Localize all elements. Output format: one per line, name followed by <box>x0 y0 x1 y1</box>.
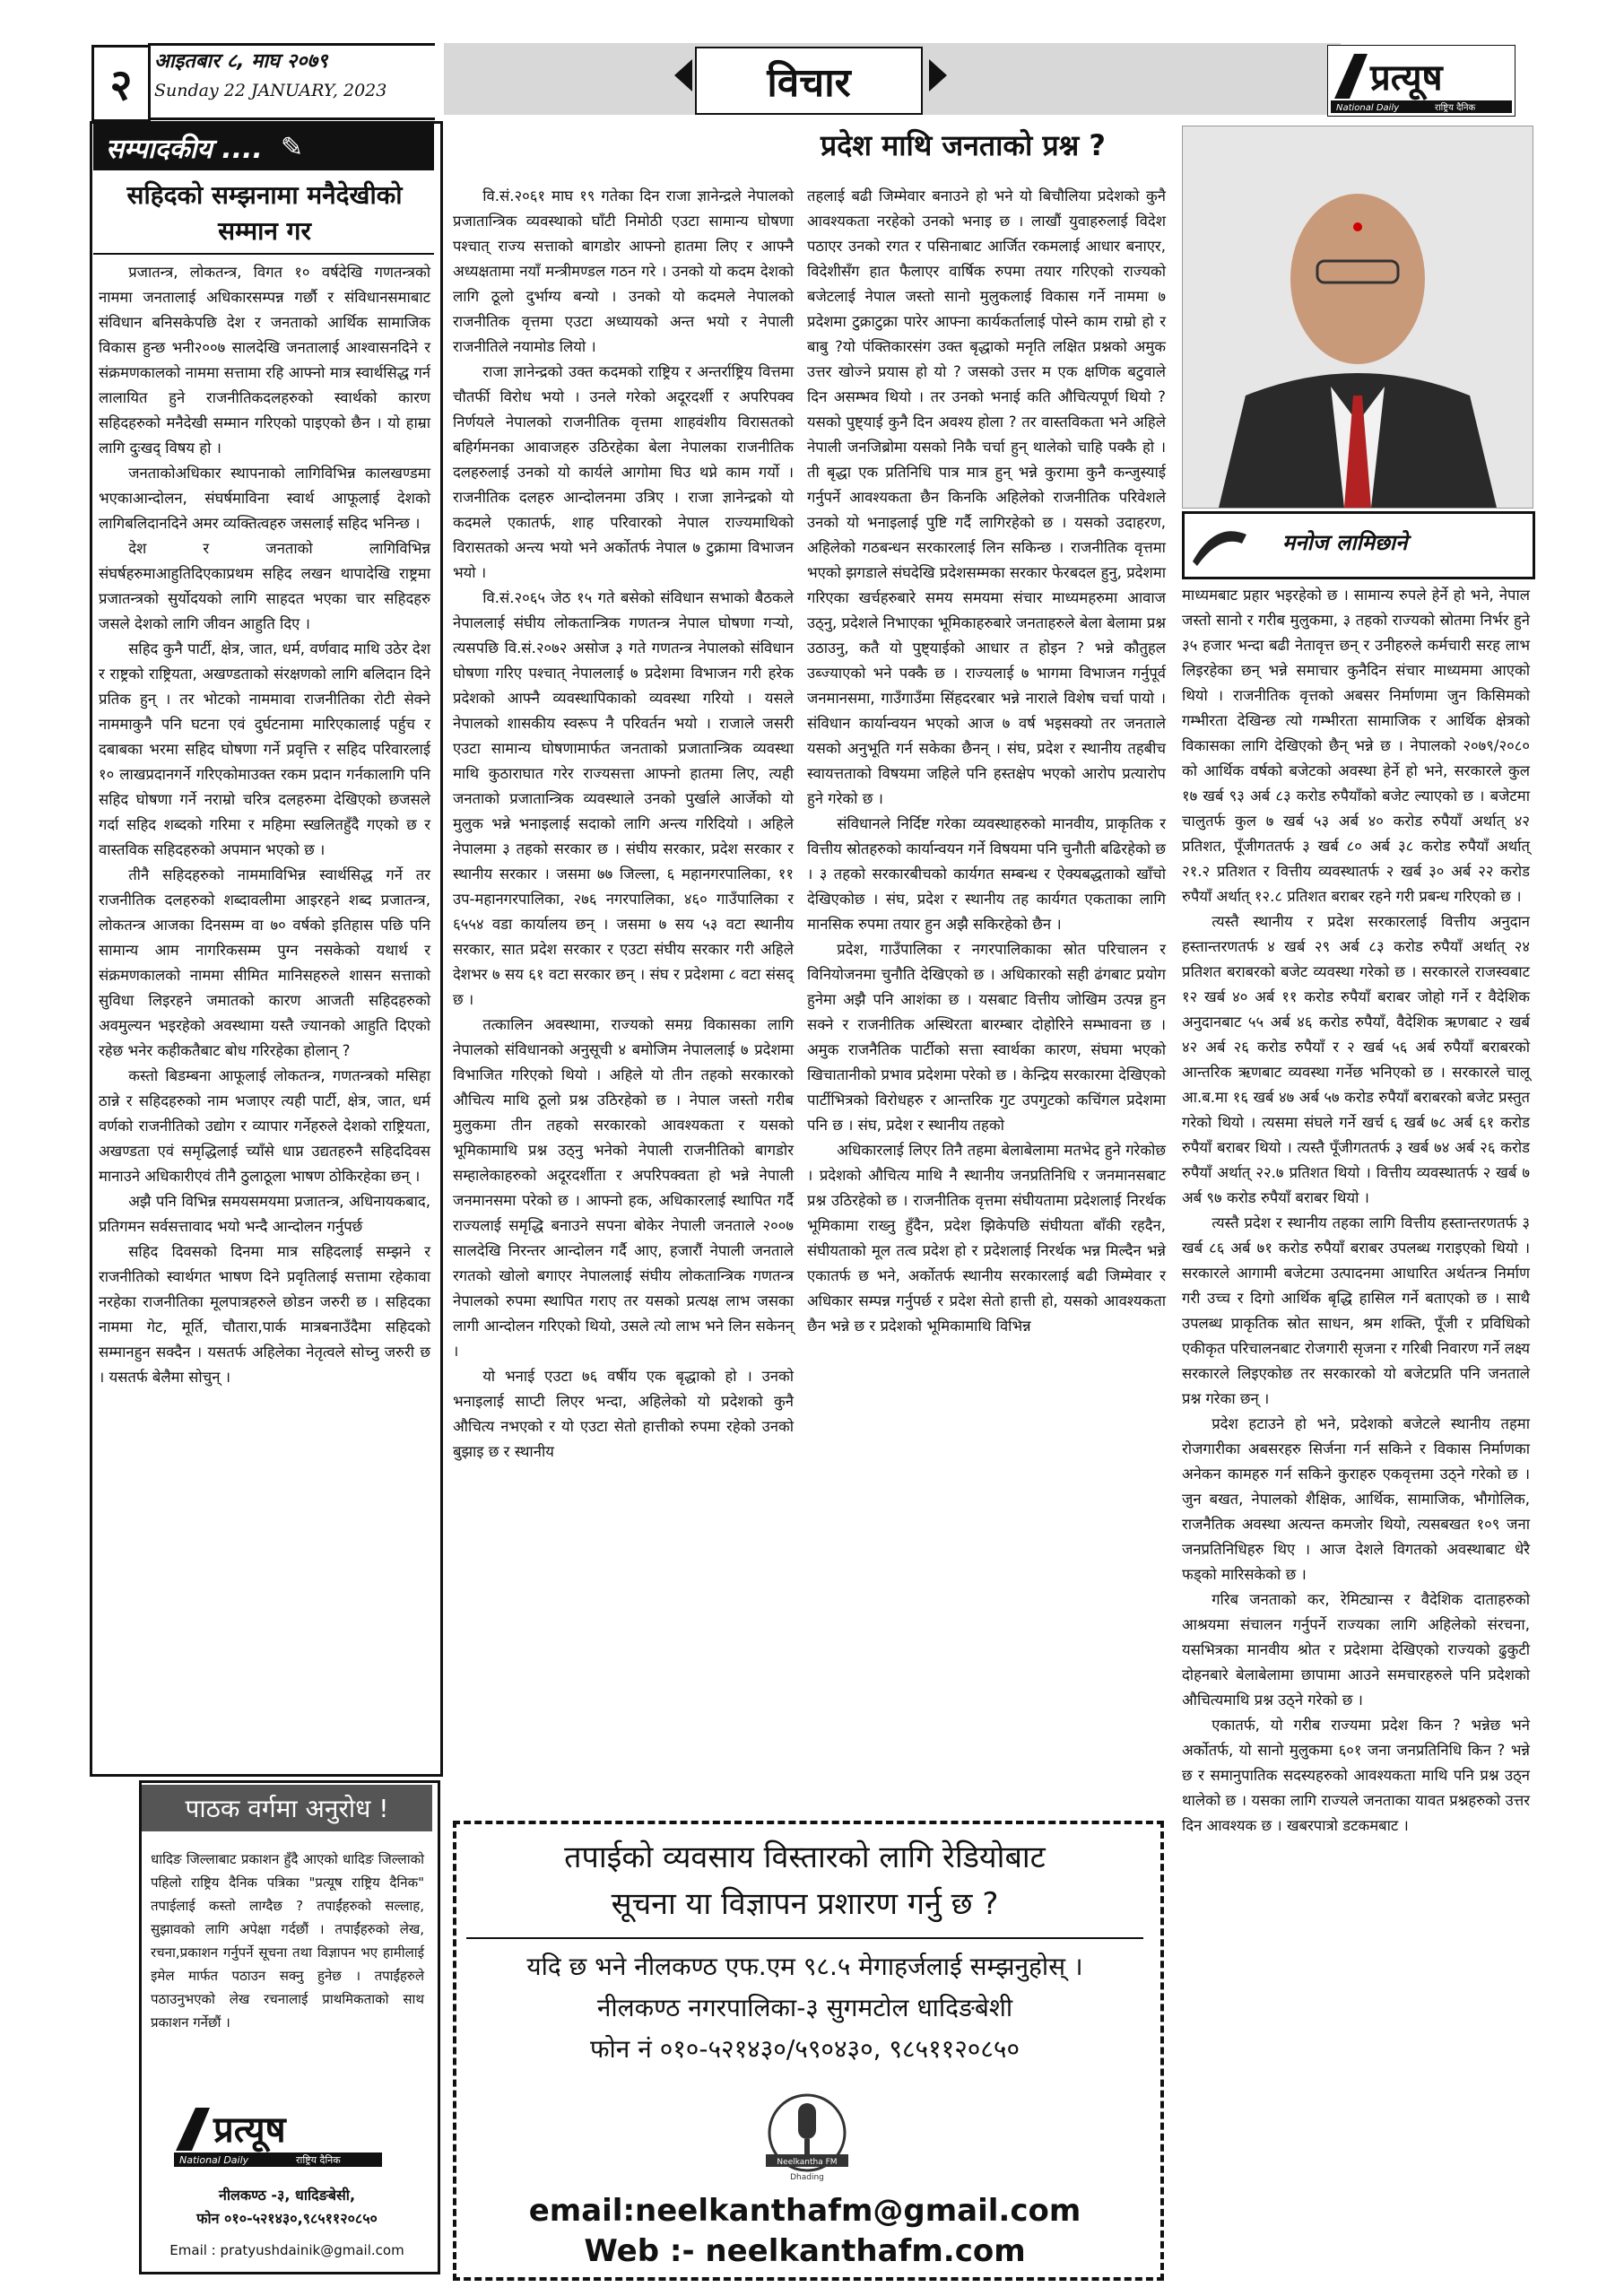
reader-logo <box>170 2099 386 2170</box>
paragraph: राजा ज्ञानेन्द्रको उक्त कदमको राष्ट्रिय र अन्तर्राष्ट्रिय वित्तमा चौतर्फी विरोध भयो । उनले गरेको अदूरदर्शी र अपरिपक्व निर्णयले नेपालको राजनीतिक वृत्तमा शाहवंशीय विरासतको बहिर्गमनका आवाजहरु उठिरहेका बेला नेपालका राजनीतिक दलहरुलाई उनको यो कार्यले आगोमा घिउ थप्ने काम गर्यो । राजनीतिक दलहरु आन्दोलनमा उत्रिए । राजा ज्ञानेन्द्रको यो कदमले एकातर्फ, शाह परिवारको नेपाल राज्यमाथिको विरासतको अन्त्य भयो भने अर्कोतर्फ नेपाल ७ टुक्रामा विभाजन भयो । <box>453 363 794 581</box>
editorial-label-text: सम्पादकीय .... <box>106 133 263 165</box>
paragraph: वि.सं.२०६१ माघ १९ गतेका दिन राजा ज्ञानेन्द्रले नेपालको प्रजातान्त्रिक व्यवस्थाको घाँटी निमोठी एउटा सामान्य घोषणा पश्चात् राज्य सत्ताको बागडोर आफ्नो हातमा लिए र आफ्नै अध्यक्षतामा नयाँ मन्त्रीमण्डल गठन गरे । उनको यो कदम देशको लागि ठूलो दुर्भाग्य बन्यो । उनको यो कदमले नेपालको राजनीतिक वृत्तमा एउटा अध्यायको अन्त भयो र नेपाली राजनीतिले नयामोड लियो । <box>453 187 794 355</box>
ad-line-2: सूचना या विज्ञापन प्रशारण गर्नु छ ? <box>611 1886 999 1922</box>
date-english: Sunday 22 JANUARY, 2023 <box>154 81 387 100</box>
newspaper-logo <box>1327 45 1515 117</box>
radio-logo <box>753 2090 861 2188</box>
ad-line-5: फोन नं ०१०-५२१४३०/५९०४३०, ९८५११२०८५० <box>589 2034 1020 2064</box>
paragraph: जनताकोअधिकार स्थापनाको लागिविभिन्न कालखण्डमा भएकाआन्दोलन, संघर्षमाविना स्वार्थ आफूलाई देशको लागिबलिदानदिने अमर व्यक्तित्वहरु जसलाई सहिद भनिन्छ । <box>99 465 430 532</box>
microphone-icon <box>798 2103 816 2139</box>
arrow-left-icon <box>674 59 692 91</box>
reader-logo-sub-left: National Daily <box>179 2154 249 2166</box>
paragraph: संविधानले निर्दिष्ट गरेका व्यवस्थाहरुको मानवीय, प्राकृतिक र वित्तीय स्रोतहरुको कार्यान्वयन गर्ने विषयमा पनि चुनौती बढिरहेको छ । ३ तहको सरकारबीचको कार्यगत सम्बन्ध र ऐक्यबद्धताको खाँचो देखिएकोछ । संघ, प्रदेश र स्थानीय तह कार्यगत एकताका लागि मानसिक रुपमा तयार हुन अझै सकिरहेको छैन । <box>807 815 1166 933</box>
paragraph: देश र जनताको लागिविभिन्न संघर्षहरुमाआहुतिदिएकाप्रथम सहिद लखन थापादेखि राष्ट्रमा प्रजातन्त्रको सुर्योदयको लागि साहदत भएका चार सहिदहरु जसले देशको लागि जीवन आहुति दिए । <box>99 540 430 632</box>
radio-logo-sub: Dhading <box>790 2173 824 2182</box>
section-title: विचार <box>695 47 923 115</box>
reader-email[interactable]: Email : pratyushdainik@gmail.com <box>169 2242 404 2258</box>
radio-logo-label: Neelkantha FM <box>777 2158 838 2167</box>
date-nepali: आइतबार ८, माघ २०७९ <box>154 50 328 73</box>
logo-sub-right: राष्ट्रिय दैनिक <box>1435 103 1476 113</box>
paragraph: त्यस्तै स्थानीय र प्रदेश सरकारलाई वित्तीय अनुदान हस्तान्तरणतर्फ ४ खर्ब २९ अर्ब ८३ करोड रुपैयाँ अर्थात् २४ प्रतिशत बराबरको बजेट व्यवस्था गरेको छ । सरकारले राजस्वबाट १२ खर्ब ४० अर्ब ११ करोड रुपैयाँ बराबर जोहो गर्ने र वैदेशिक अनुदानबाट ५५ अर्ब ४६ करोड रुपैयाँ, वैदेशिक ऋणबाट २ खर्ब ४२ अर्ब २६ करोड रुपैयाँ र २ खर्ब ५६ अर्ब रुपैयाँ बराबरको आन्तरिक ऋणबाट व्यवस्था गर्नेछ भनिएको छ । सरकारले चालू आ.ब.मा १६ खर्ब ४७ अर्ब ५७ करोड रुपैयाँ बराबरको बजेट प्रस्तुत गरेको थियो । त्यसमा संघले गर्ने खर्च ६ खर्ब ७८ अर्ब ६१ करोड रुपैयाँ बराबर थियो । त्यस्तै पूँजीगततर्फ ३ खर्ब ७४ अर्ब २६ करोड रुपैयाँ अर्थात् २२.७ प्रतिशत थियो । वित्तीय व्यवस्थातर्फ २ खर्ब ७ अर्ब ९७ करोड रुपैयाँ बराबर थियो । <box>1182 913 1530 1206</box>
article-column-2 <box>807 184 1166 1339</box>
paragraph: माध्यमबाट प्रहार भइरहेको छ । सामान्य रुपले हेर्ने हो भने, नेपाल जस्तो सानो र गरीब मुलुकमा, ३ तहको राज्यको स्रोतमा निर्भर हुने ३५ हजार भन्दा बढी नेतावृत्त छन् र उनीहरुले कर्मचारी सरह लाभ लिइरहेका छन् भन्ने समाचार कुनैदिन संचार माध्यममा आएको थियो । राजनीतिक वृत्तको अबसर निर्माणमा जुन किसिमको गम्भीरता देखिन्छ त्यो गम्भीरता सामाजिक र आर्थिक क्षेत्रको विकासका लागि देखिएको छैन् भन्ने छ । नेपालको २०७९/२०८० को आर्थिक वर्षको बजेटको अवस्था हेर्ने हो भने, सरकारले कुल १७ खर्ब ९३ अर्ब ८३ करोड रुपैयाँको बजेट ल्याएको छ । बजेटमा चालुतर्फ कुल ७ खर्ब ५३ अर्ब ४० करोड रुपैयाँ अर्थात् ४२ प्रतिशत, पूँजीगततर्फ ३ खर्ब ८० अर्ब ३८ करोड रुपैयाँ अर्थात् २१.२ प्रतिशत र वित्तीय व्यवस्थातर्फ २ खर्ब ३० अर्ब २२ करोड रुपैयाँ अर्थात् १२.८ प्रतिशत बराबर रहने गरी प्रबन्ध गरिएको छ । <box>1182 587 1530 905</box>
paragraph: तत्कालिन अवस्थामा, राज्यको समग्र विकासका लागि नेपालको संविधानको अनुसूची ४ बमोजिम नेपाललाई ७ प्रदेशमा विभाजित गरिएको थियो । अहिले यो तीन तहको सरकारको औचित्य माथि ठूलो प्रश्न उठिरहेको छ । नेपाल जस्तो गरीब मुलुकमा तीन तहको सरकारको आवश्यकता र यसको भूमिकामाथि प्रश्न उठ्नु भनेको नेपाली राजनीतिको बागडोर सम्हालेकाहरुको अदूरदर्शीता र अपरिपक्वता हो भन्ने नेपाली जनमानसमा परेको छ । आफ्नो हक, अधिकारलाई स्थापित गर्दै राज्यलाई समृद्धि बनाउने सपना बोकेर नेपाली जनताले २००७ सालदेखि निरन्तर आन्दोलन गर्दै आए, हजारौं नेपाली जनताले रगतको खोलो बगाएर नेपाललाई संघीय लोकतान्त्रिक गणतन्त्र नेपालको रुपमा स्थापित गराए तर यसको प्रत्यक्ष लाभ जसका लागी आन्दोलन गरिएको थियो, उसले त्यो लाभ भने लिन सकेनन् । <box>453 1016 794 1360</box>
paragraph: एकातर्फ, यो गरीब राज्यमा प्रदेश किन ? भन्नेछ भने अर्कोतर्फ, यो सानो मुलुकमा ६०१ जना जनप्रतिनिधि किन ? भन्ने छ र समानुपातिक सदस्यहरुको आवश्यकता माथि पनि प्रश्न उठ्न थालेको छ । यसका लागि राज्यले जनताका यावत प्रश्नहरुको उत्तर दिन आवश्यक छ । खबरपात्रो डटकमबाट । <box>1182 1717 1530 1834</box>
article-title: प्रदेश माथि जनताको प्रश्न ? <box>821 128 1106 162</box>
paragraph: सहिद दिवसको दिनमा मात्र सहिदलाई सम्झने र राजनीतिको स्वार्थगत भाषण दिने प्रवृतिलाई सत्तामा रहेकावा नरहेका राजनीतिका मूलपात्रहरुले छोडन जरुरी छ । सहिदका नाममा गेट, मूर्ति, चौतारा,पार्क मात्रबनाउँदैमा सहिदको सम्मानहुन सक्दैन । यसतर्फ अहिलेका नेतृत्वले सोच्नु जरुरी छ । यसतर्फ बेलैमा सोचुन् । <box>99 1243 430 1386</box>
reader-logo-sub-right: राष्ट्रिय दैनिक <box>296 2154 341 2166</box>
reader-address <box>142 2184 432 2231</box>
paragraph: यो भनाई एउटा ७६ वर्षीय एक बृद्धाको हो । उनको भनाइलाई साप्टी लिएर भन्दा, अहिलेको यो प्रदेशको कुनै औचित्य नभएको र यो एउटा सेतो हात्तीको रुपमा रहेको उनको बुझाइ छ र स्थानीय <box>453 1368 794 1460</box>
paragraph: प्रदेश, गाउँपालिका र नगरपालिकाका स्रोत परिचालन र विनियोजनमा चुनौति देखिएको छ । अधिकारको सही ढंगबाट प्रयोग हुनेमा अझै पनि आशंका छ । यसबाट वित्तीय जोखिम उत्पन्न हुन सक्ने र राजनीतिक अस्थिरता बारम्बार दोहोरिने सम्भावना छ । अमुक राजनैतिक पार्टीको सत्ता स्वार्थका कारण, संघमा भएको खिचातानीको प्रभाव प्रदेशमा परेको छ । केन्द्रिय सरकारमा देखिएको पार्टीभित्रको विरोधहरु र आन्तरिक गुट उपगुटको कचिंगल प्रदेशमा पनि छ । संघ, प्रदेश र स्थानीय तहको <box>807 941 1166 1134</box>
paragraph: सहिद कुनै पार्टी, क्षेत्र, जात, धर्म, वर्णवाद माथि उठेर देश र राष्ट्रको राष्ट्रियता, अखण्डताको संरक्षणको लागि बलिदान दिने प्रतिक हुन् । तर भोटको नाममावा राजनीतिका रोटी सेक्ने नाममाकुनै पनि घटना एवं दुर्घटनामा मारिएकालाई पर्हुच र दबाबका भरमा सहिद घोषणा गर्ने प्रवृत्ति र सहिद परिवारलाई १० लाखप्रदानगर्ने गरिएकोमाउक्त रकम प्रदान गर्नकालागि पनि सहिद घोषणा गर्ने नराम्रो चरित्र दलहरुमा देखिएको छजसले गर्दा सहिद शब्दको गरिमा र महिमा स्खलितहुँदै गएको छ र वास्तविक सहिदहरुको अपमान भएको छ । <box>99 640 430 858</box>
reader-request-heading: पाठक वर्गमा अनुरोध ! <box>142 1785 432 1831</box>
logo-text: प्रत्यूष <box>1370 57 1443 99</box>
editorial-divider <box>93 253 434 255</box>
ad-line-4: नीलकण्ठ नगरपालिका-३ सुगमटोल धादिङबेशी <box>596 1993 1013 2022</box>
ad-website[interactable]: Web :- neelkanthafm.com <box>584 2233 1026 2269</box>
arrow-right-icon <box>929 59 947 91</box>
page-number: २ <box>91 45 151 122</box>
paragraph: अझै पनि विभिन्न समयसमयमा प्रजातन्त्र, अधिनायकबाद, प्रतिगमन सर्वसत्तावाद भयो भन्दै आन्दोलन गर्नुपर्छ <box>99 1193 430 1235</box>
editorial-label <box>93 124 434 170</box>
editorial-title: सहिदको सम्झनामा मनैदेखीको सम्मान गर <box>126 180 403 246</box>
article-column-1 <box>453 184 794 1465</box>
pen-icon: ✎ <box>280 131 303 163</box>
paragraph: तहलाई बढी जिम्मेवार बनाउने हो भने यो बिचौलिया प्रदेशको कुनै आवश्यकता नरहेको उनको भनाइ छ । लाखौं युवाहरुलाई विदेश पठाएर उनको रगत र पसिनाबाट आर्जित रकमलाई आधार बनाएर, विदेशीसँग हात फैलाएर वार्षिक रुपमा तयार गरिएको राज्यको बजेटलाई नेपाल जस्तो सानो मुलुकलाई विकास गर्ने नाममा ७ प्रदेशमा टुक्राटुक्रा पारेर आफ्ना कार्यकर्तालाई पोस्ने काम राम्रो हो र बाबु ?यो पंक्तिकारसंग उक्त बृद्धाको मनृति लक्षित प्रश्नको अमुक उत्तर खोज्ने प्रयास हो यो ? जसको उत्तर म एक क्षणिक बटुवाले दिन असम्भव थियो । तर उनको भनाई कति औचित्यपूर्ण थियो ? यसको पुष्ट्याई कुनै दिन अवश्य होला ? तर वास्तविकता भने अहिले नेपाली जनजिब्रोमा यसको निकै चर्चा हुन् थालेको चाहि पक्कै हो । ती बृद्धा एक प्रतिनिधि पात्र मात्र हुन् भन्ने कुरामा कुनै कन्जुस्याई गर्नुपर्ने आवश्यकता छैन किनकि अहिलेको राजनीतिक परिवेशले उनको यो भनाइलाई पुष्टि गर्दै लागिरहेको छ । यसको उदाहरण, अहिलेको गठबन्धन सरकारलाई लिन सकिन्छ । राजनीतिक वृत्तमा भएको झगडाले संघदेखि प्रदेशसम्मका सरकार फेरबदल हुनु, प्रदेशमा गरिएका खर्चहरुबारे समय समयमा संचार माध्यमहरुमा आवाज उठ्नु, प्रदेशले निभाएका भूमिकाहरुबारे जनताहरुले बेला बेलामा प्रश्न उठाउनु, कतै यो पुष्ट्याईको आधार त होइन ? भन्ने कौतुहल उब्ज्याएको भने पक्कै छ । राज्यलाई ७ भागमा विभाजन गर्नुपूर्व जनमानसमा, गाउँगाउँमा सिंहदरबार भन्ने नाराले विशेष चर्चा पायो । संविधान कार्यान्वयन भएको आज ७ वर्ष भइसक्यो तर जनताले यसको अनुभूति गर्न सकेका छैनन् । संघ, प्रदेश र स्थानीय तहबीच स्वायत्तताको विषयमा जहिले पनि हस्तक्षेप भएको आरोप प्रत्यारोप हुने गरेको छ । <box>807 187 1166 807</box>
ad-line-3: यदि छ भने नीलकण्ठ एफ.एम ९८.५ मेगाहर्जलाई सम्झनुहोस् । <box>526 1952 1083 1981</box>
reader-request-text: धादिङ जिल्लाबाट प्रकाशन हुँदै आएको धादिङ जिल्लाको पहिलो राष्ट्रिय दैनिक पत्रिका "प्रत्यूष राष्ट्रिय दैनिक" तपाईलाई कस्तो लाग्दैछ ? तपाईंहरुको सल्लाह, सुझावको लागि अपेक्षा गर्दछौं । तपाईंहरुको लेख, रचना,प्रकाशन गर्नुपर्ने सूचना तथा विज्ञापन भए हामीलाई इमेल मार्फत पठाउन सक्नु हुनेछ । तपाईंहरुले पठाउनुभएको लेख रचनालाई प्राथमिकताको साथ प्रकाशन गर्नेछौं । <box>151 1851 424 2031</box>
ad-details <box>453 1946 1157 2070</box>
reader-logo-text: प्रत्यूष <box>213 2109 286 2151</box>
ad-line-1: तपाईको व्यवसाय विस्तारको लागि रेडियोबाट <box>564 1839 1046 1875</box>
ad-email[interactable]: email:neelkanthafm@gmail.com <box>528 2193 1081 2229</box>
paragraph: तीनै सहिदहरुको नाममाविभिन्न स्वार्थसिद्ध गर्ने तर राजनीतिक दलहरुको शब्दावलीमा आइरहने शब्द प्रजातन्त्र, लोकतन्त्र आजका दिनसम्म वा ७० वर्षको इतिहास पछि पनि सामान्य आम नागरिकसम्म पुग्न नसकेको यथार्थ र संक्रमणकालको नाममा सीमित मानिसहरुले शासन सत्ताको सुविधा लिइरहने जमातको कारण आजती सहिदहरुको अवमुल्यन भइरहेको अवस्थामा यस्तै ज्यानको आहुति दिएको रहेछ भनेर कहीकतैबाट बोध गरिरहेका होलान् ? <box>99 866 430 1059</box>
editorial-body <box>99 260 430 1390</box>
paragraph: त्यस्तै प्रदेश र स्थानीय तहका लागि वित्तीय हस्तान्तरणतर्फ ३ खर्ब ८६ अर्ब ७१ करोड रुपैयाँ बराबर उपलब्ध गराइएको थियो । सरकारले आगामी बजेटमा उत्पादनमा आधारित अर्थतन्त्र निर्माण गरी उच्च र दिगो आर्थिक बृद्धि हासिल गर्ने बताएको छ । साथै उपलब्ध प्राकृतिक स्रोत साधन, श्रम शक्ति, पूँजी र प्रविधिको एकीकृत परिचालनबाट रोजगारी सृजना र गरिबी निवारण गर्ने लक्ष्य सरकारले लिइएकोछ तर सरकारको यो बजेटप्रति पनि जनताले प्रश्न गरेका छन् । <box>1182 1214 1530 1407</box>
paragraph: कस्तो बिडम्बना आफूलाई लोकतन्त्र, गणतन्त्रको मसिहा ठान्ने र सहिदहरुको नाम भजाएर त्यही पार्टी, क्षेत्र, जात, धर्म वर्णको राजनीतिको उद्योग र व्यापार गर्नेहरुले देशको राष्ट्रियता, अखण्डता एवं समृद्धिलाई च्याँसे धाप्न उद्यतहरुनै सहिददिवस मानाउने अधिकारीएवं तीनै ठुलाठूला भाषण ठोकिरहेका छन् । <box>99 1067 430 1185</box>
paragraph: प्रदेश हटाउने हो भने, प्रदेशको बजेटले स्थानीय तहमा रोजगारीका अबसरहरु सिर्जना गर्न सकिने र विकास निर्माणका अनेकन कामहरु गर्न सकिने कुराहरु एकवृत्तमा उठ्ने गरेको छ । जुन बखत, नेपालको शैक्षिक, आर्थिक, सामाजिक, भौगोलिक, राजनैतिक अवस्था अत्यन्त कमजोर थियो, त्यसबखत १०९ जना जनप्रतिनिधिहरु थिए । आज देशले विगतको अवस्थाबाट धेरै फड्को मारिसकेको छ । <box>1182 1415 1530 1583</box>
paragraph: अधिकारलाई लिएर तिनै तहमा बेलाबेलामा मतभेद हुने गरेकोछ । प्रदेशको औचित्य माथि नै स्थानीय जनप्रतिनिधि र जनमानसबाट प्रश्न उठिरहेको छ । राजनीतिक वृत्तमा संघीयतामा प्रदेशलाई निरर्थक भूमिकामा राख्नु हुँदैन, प्रदेश झिकेपछि संघीयता बाँकी रहदैन, संघीयताको मूल तत्व प्रदेश हो र प्रदेशलाई निरर्थक भन्न मिल्दैन भन्ने एकातर्फ छ भने, अर्कोतर्फ स्थानीय सरकारलाई बढी जिम्मेवार र अधिकार सम्पन्न गर्नुपर्छ र प्रदेश सेतो हात्ती हो, यसको आवश्यकता छैन भन्ने छ र प्रदेशको भूमिकामाथि विभिन्न <box>807 1142 1166 1335</box>
address-line: नीलकण्ठ -३, धादिङबेसी, <box>218 2187 356 2204</box>
pen-icon <box>1188 517 1251 569</box>
author-name: मनोज लामिछाने <box>1282 530 1408 555</box>
phone-line: फोन ०१०-५२१४३०,९८५११२०८५० <box>196 2210 378 2227</box>
article-column-3 <box>1182 583 1530 1839</box>
author-photo <box>1182 126 1533 509</box>
ad-headline <box>453 1834 1157 1927</box>
paragraph: प्रजातन्त्र, लोकतन्त्र, विगत १० वर्षदेखि गणतन्त्रको नाममा जनतालाई अधिकारसम्पन्न गर्छौ र संविधानसमाबाट संविधान बनिसकेपछि देश र जनताको आर्थिक सामाजिक विकास हुन्छ भनी२००७ सालदेखि जनतालाई आश्वासनदिने र संक्रमणकालको नाममा सत्तामा रहि आफ्नो मात्र स्वार्थसिद्ध गर्न लालायित हुने राजनीतिकदलहरुको स्वार्थको कारण सहिदहरुको मनैदेखी सम्मान गरिएको पाइएको छैन । यो हाम्रा लागि दुःखद् विषय हो । <box>99 264 430 457</box>
ad-divider <box>466 1937 1143 1939</box>
logo-sub-left: National Daily <box>1336 103 1400 113</box>
paragraph: वि.सं.२०६५ जेठ १५ गते बसेको संविधान सभाको बैठकले नेपाललाई संघीय लोकतान्त्रिक गणतन्त्र नेपाल घोषणा गऱ्यो, त्यसपछि वि.सं.२०७२ असोज ३ गते गणतन्त्र नेपालको संविधान घोषणा गरिए पश्चात् नेपाललाई ७ प्रदेशमा विभाजन गरी हरेक प्रदेशको आफ्नै व्यवस्थापिकाको व्यवस्था गरियो । यसले नेपालको शासकीय स्वरूप नै परिवर्तन भयो । राजाले जसरी एउटा सामान्य घोषणामार्फत जनताको प्रजातान्त्रिक व्यवस्था माथि कुठाराघात गरेर राज्यसत्ता आफ्नो हातमा लिए, त्यही जनताको प्रजातान्त्रिक व्यवस्थाले उनको पुर्खाले आर्जेको यो मुलुक भन्ने भनाइलाई सदाको लागि अन्त्य गरिदियो । अहिले नेपालमा ३ तहको सरकार छ । संघीय सरकार, प्रदेश सरकार र स्थानीय सरकार । जसमा ७७ जिल्ला, ६ महानगरपालिका, ११ उप-महानगरपालिका, २७६ नगरपालिका, ४६० गाउँपालिका र ६५५४ वडा कार्यालय छन् । जसमा ७ सय ५३ वटा स्थानीय सरकार, सात प्रदेश सरकार र एउटा संघीय सरकार गरी अहिले देशभर ७ सय ६१ वटा सरकार छन् । संघ र प्रदेशमा ८ वटा संसद् छ । <box>453 589 794 1008</box>
paragraph: गरिब जनताको कर, रेमिट्यान्स र वैदेशिक दाताहरुको आश्रयमा संचालन गर्नुपर्ने राज्यका लागि अहिलेको संरचना, यसभित्रका मानवीय श्रोत र प्रदेशमा देखिएको राज्यको ढुकुटी दोहनबारे बेलाबेलामा छापामा आउने समचारहरुले पनि प्रदेशको औचित्यमाथि प्रश्न उठ्ने गरेको छ । <box>1182 1591 1530 1709</box>
